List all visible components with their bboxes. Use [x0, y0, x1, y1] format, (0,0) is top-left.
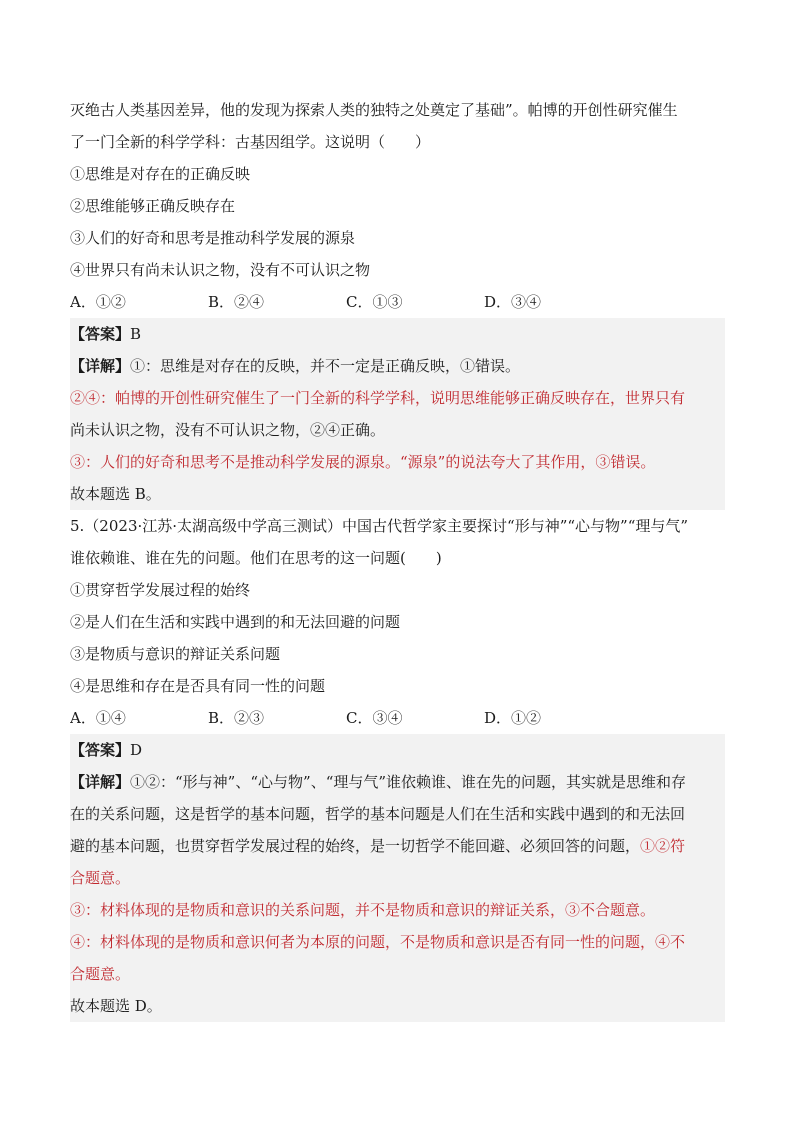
q4-answer: [70, 318, 725, 350]
q4-detail-red-line: ③：人们的好奇和思考不是推动科学发展的源泉。“源泉”的说法夸大了其作用，③错误。: [70, 453, 656, 471]
detail-red-text: ①②符: [640, 837, 686, 855]
q4-statement: ④世界只有尚未认识之物，没有不可认识之物: [70, 261, 371, 279]
q5-detail-red-line: ③：材料体现的是物质和意识的关系问题，并不是物质和意识的辩证关系，③不合题意。: [70, 901, 656, 919]
q5-conclusion: 故本题选 D。: [70, 997, 162, 1015]
detail-text: ①②：“形与神”、“心与物”、“理与气”谁依赖谁、谁在先的问题，其实就是思维和存: [130, 773, 687, 791]
detail-label: 【详解】: [70, 357, 131, 375]
q4-statement: ③人们的好奇和思考是推动科学发展的源泉: [70, 229, 356, 247]
q4-detail-line: [70, 350, 725, 382]
q5-options: [70, 702, 725, 734]
detail-text: 避的基本问题，也贯穿哲学发展过程的始终，是一切哲学不能回避、必须回答的问题，: [70, 837, 641, 855]
answer-value: D: [130, 741, 143, 759]
detail-text: ①：思维是对存在的反映，并不一定是正确反映，①错误。: [130, 357, 521, 375]
q5-statement: ④是思维和存在是否具有同一性的问题: [70, 677, 326, 695]
q4-statement: ①思维是对存在的正确反映: [70, 165, 251, 183]
q4-detail-red-line: ②④：帕博的开创性研究催生了一门全新的科学学科，说明思维能够正确反映存在，世界只有: [70, 389, 686, 407]
q5-detail-red-line: 合题意。: [70, 869, 131, 887]
detail-label: 【详解】: [70, 773, 131, 791]
q5-option-d: D．①②: [484, 709, 542, 727]
q5-answer-block: [70, 734, 725, 1022]
q4-conclusion: 故本题选 B。: [70, 485, 161, 503]
q5-detail-line: 在的关系问题，这是哲学的基本问题，哲学的基本问题是人们在生活和实践中遇到的和无法回: [70, 805, 686, 823]
answer-label: 【答案】: [70, 741, 131, 759]
q5-statement: ③是物质与意识的辩证关系问题: [70, 645, 281, 663]
answer-value: B: [130, 325, 142, 343]
q5-stem-line: 5.（2023·江苏·太湖高级中学高三测试）中国古代哲学家主要探讨“形与神”“心与物”“理与气”: [70, 517, 689, 535]
q5-detail-line: [70, 830, 725, 862]
q5-answer: [70, 734, 725, 766]
q5-statement: ②是人们在生活和实践中遇到的和无法回避的问题: [70, 613, 401, 631]
content: [70, 94, 725, 1022]
q5-detail-red-line: 合题意。: [70, 965, 131, 983]
q4-option-d: D．③④: [484, 293, 542, 311]
q5-option-b: B．②③: [208, 709, 265, 727]
q4-stem-line: 了一门全新的科学学科：古基因组学。这说明（ ）: [70, 133, 431, 151]
q5-stem-line: 谁依赖谁、谁在先的问题。他们在思考的这一问题( ): [70, 549, 442, 567]
q4-statement: ②思维能够正确反映存在: [70, 197, 236, 215]
q5-option-a: A．①④: [70, 709, 126, 727]
q4-options: [70, 286, 725, 318]
q4-detail-line: 尚未认识之物，没有不可认识之物，②④正确。: [70, 421, 386, 439]
q4-stem-line: 灭绝古人类基因差异，他的发现为探索人类的独特之处奠定了基础”。帕博的开创性研究催生: [70, 101, 678, 119]
q4-option-c: C．①③: [346, 293, 403, 311]
q4-answer-block: [70, 318, 725, 510]
q5-detail-red-line: ④：材料体现的是物质和意识何者为本原的问题，不是物质和意识是否有同一性的问题，④不: [70, 933, 686, 951]
q4-option-b: B．②④: [208, 293, 265, 311]
q5-statement: ①贯穿哲学发展过程的始终: [70, 581, 251, 599]
q4-option-a: A．①②: [70, 293, 126, 311]
answer-label: 【答案】: [70, 325, 131, 343]
q5-detail-line: [70, 766, 725, 798]
q5-option-c: C．③④: [346, 709, 403, 727]
